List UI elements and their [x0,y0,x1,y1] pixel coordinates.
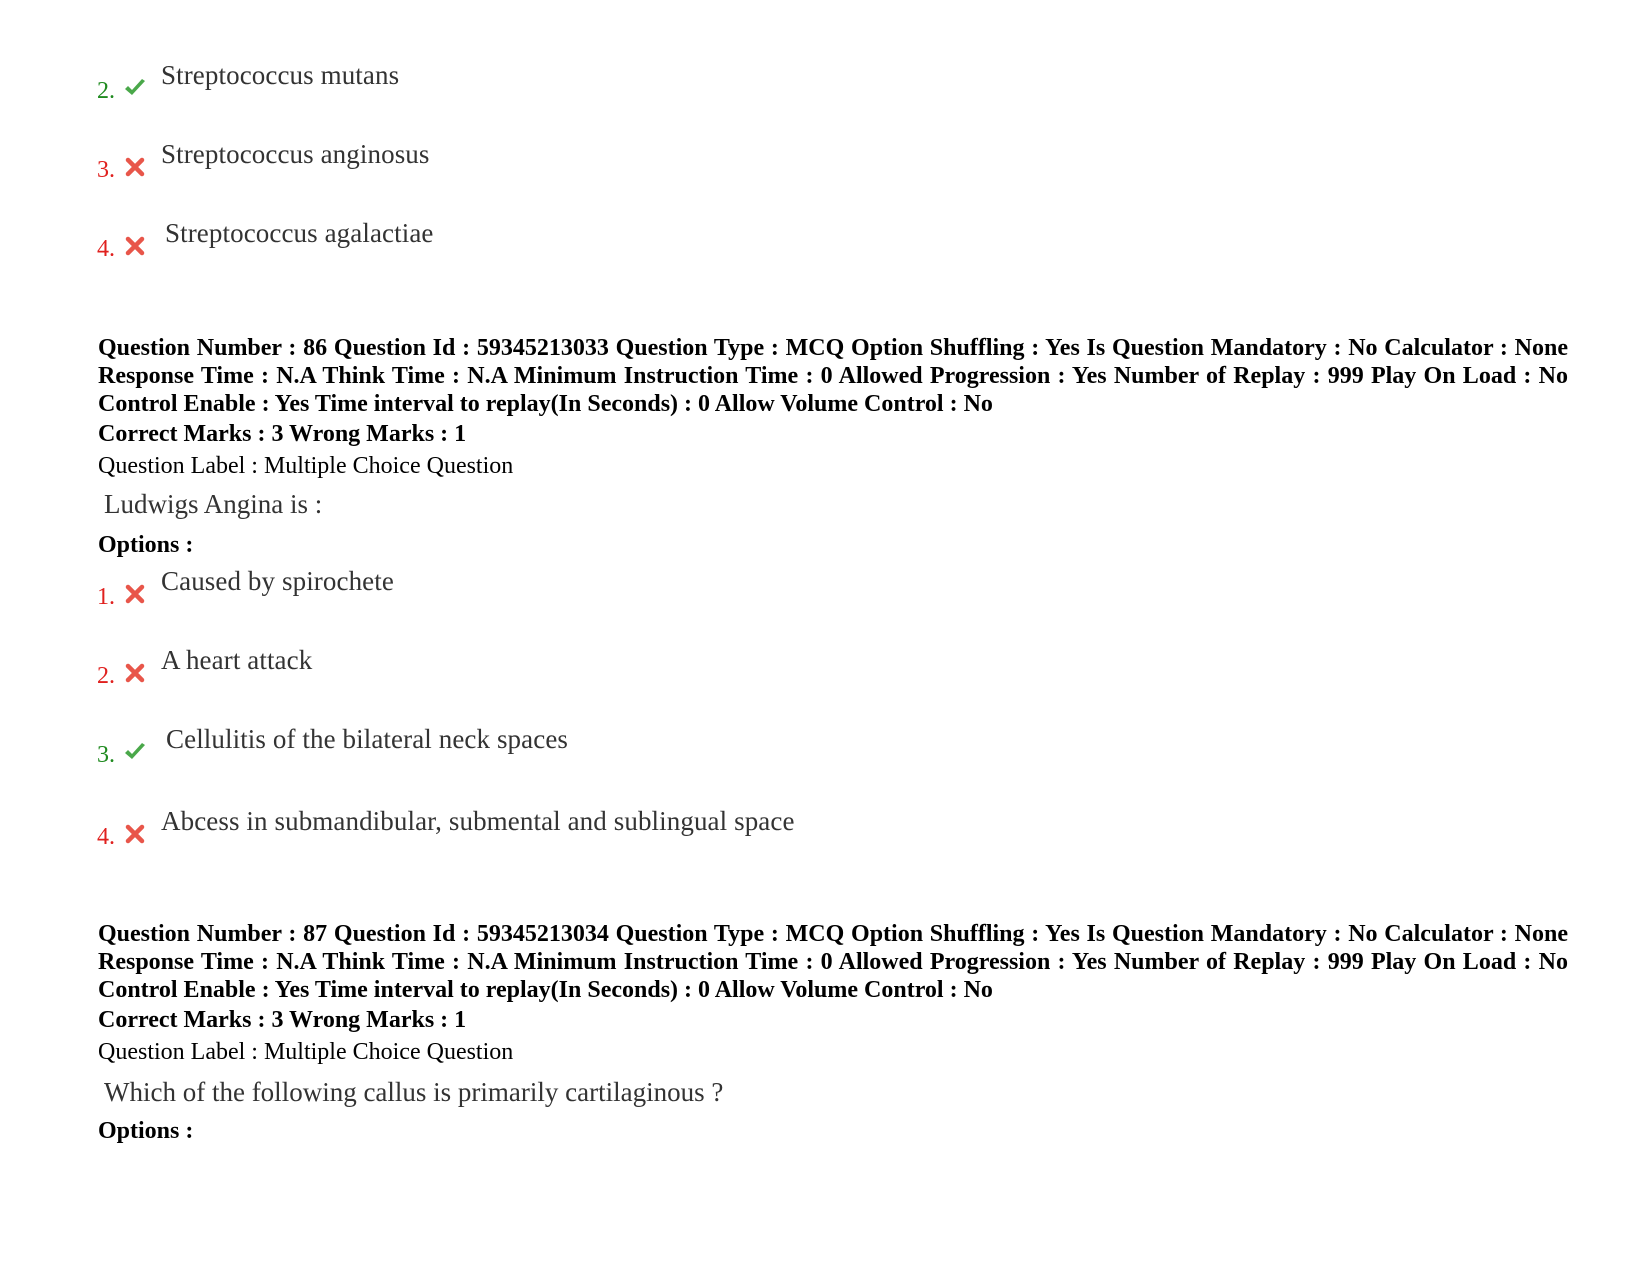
option-text: Cellulitis of the bilateral neck spaces [166,724,569,754]
option-text: Abcess in submandibular, submental and sublingual space [161,806,795,836]
question-text: Ludwigs Angina is : [104,489,323,519]
check-icon [123,76,147,100]
option-number: 1. [97,584,115,610]
question-meta: Question Number : 87 Question Id : 59345213034 Question Type : MCQ Option Shuffling : Yes Is Question Mandatory : No Calculator : None Response Time : N.A Think Time : N.A Minimum Instruction Time : 0 Allowed Progression : Yes Number of Replay : 999 Play On Load : No Control Enable : Yes Time interval to replay(In Seconds) : 0 Allow Volume Control : No [98,921,1568,1003]
option-text: Streptococcus mutans [161,60,400,90]
cross-icon [123,155,147,179]
cross-icon [123,822,147,846]
cross-icon [123,582,147,606]
option-text: Streptococcus anginosus [161,139,430,169]
question-meta: Question Number : 86 Question Id : 59345213033 Question Type : MCQ Option Shuffling : Yes Is Question Mandatory : No Calculator : None Response Time : N.A Think Time : N.A Minimum Instruction Time : 0 Allowed Progression : Yes Number of Replay : 999 Play On Load : No Control Enable : Yes Time interval to replay(In Seconds) : 0 Allow Volume Control : No [98,335,1568,417]
options-label: Options : [98,532,194,558]
question-marks: Correct Marks : 3 Wrong Marks : 1 [98,421,467,447]
option-number: 3. [97,742,115,768]
options-label: Options : [98,1118,194,1144]
option-text: Caused by spirochete [161,566,394,596]
question-text: Which of the following callus is primarily cartilaginous ? [104,1077,724,1107]
option-number: 2. [97,663,115,689]
cross-icon [123,234,147,258]
cross-icon [123,661,147,685]
question-label: Question Label : Multiple Choice Question [98,453,514,479]
option-text: Streptococcus agalactiae [165,218,434,248]
option-number: 4. [97,236,115,262]
option-number: 3. [97,157,115,183]
option-number: 4. [97,824,115,850]
question-label: Question Label : Multiple Choice Question [98,1039,514,1065]
check-icon [123,740,147,764]
option-number: 2. [97,78,115,104]
option-text: A heart attack [161,645,313,675]
question-marks: Correct Marks : 3 Wrong Marks : 1 [98,1007,467,1033]
